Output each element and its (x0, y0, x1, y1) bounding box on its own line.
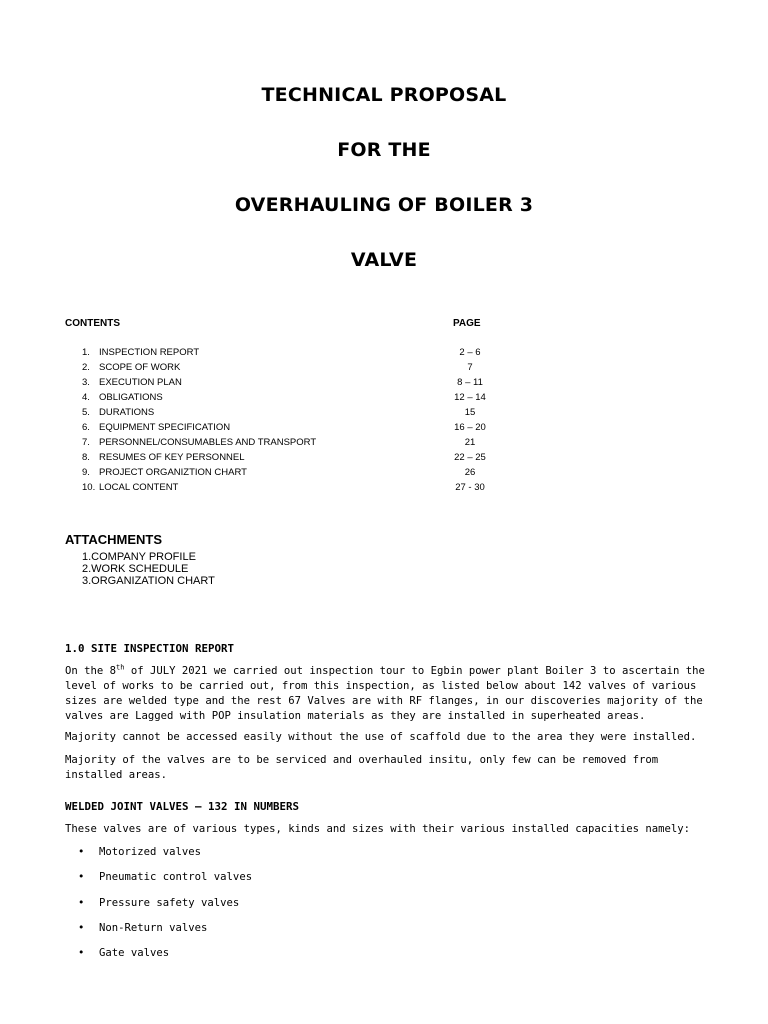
toc-item (0, 392, 768, 407)
valve-type: Pressure safety valves (99, 896, 240, 909)
contents-header (65, 318, 495, 329)
toc-label: RESUMES OF KEY PERSONNEL (99, 452, 245, 463)
toc-label: INSPECTION REPORT (99, 347, 200, 358)
toc-label: PROJECT ORGANIZTION CHART (99, 467, 247, 478)
attachment-item: 1.COMPANY PROFILE (82, 551, 196, 563)
toc-pages: 21 (464, 437, 476, 448)
bullet-icon: • (78, 921, 85, 934)
toc-item (0, 422, 768, 437)
site-report-heading: 1.0 SITE INSPECTION REPORT (65, 642, 235, 655)
toc-item (0, 407, 768, 422)
attachment-item: 3.ORGANIZATION CHART (82, 575, 215, 587)
toc-pages: 22 – 25 (454, 452, 486, 463)
title-line-1: TECHNICAL PROPOSAL (261, 84, 507, 106)
title-line-3: OVERHAULING OF BOILER 3 (234, 194, 534, 216)
toc-number: 1. (82, 347, 90, 358)
bullet-icon: • (78, 947, 85, 960)
valve-type: Non-Return valves (99, 921, 208, 934)
toc-pages: 2 – 6 (459, 347, 481, 358)
bullet-icon: • (78, 846, 85, 858)
site-report-body (65, 664, 715, 724)
list-item (78, 896, 252, 921)
toc-item (0, 362, 768, 377)
toc-pages: 27 - 30 (455, 482, 485, 493)
toc-pages: 7 (467, 362, 473, 373)
toc-number: 4. (82, 392, 90, 403)
toc-pages: 26 (464, 467, 476, 478)
welded-valves-heading: WELDED JOINT VALVES – 132 IN NUMBERS (65, 800, 300, 813)
welded-valves-intro: These valves are of various types, kinds and sizes with their various installed capacities namely: (65, 823, 691, 835)
valve-type: Motorized valves (99, 846, 202, 858)
title-line-4: VALVE (350, 249, 418, 271)
toc-item (0, 377, 768, 392)
site-report-paragraph-1 (65, 664, 715, 724)
toc-pages: 8 – 11 (457, 377, 483, 388)
list-item (78, 921, 252, 946)
bullet-icon: • (78, 896, 85, 909)
toc-label: EQUIPMENT SPECIFICATION (99, 422, 231, 433)
valve-type: Gate valves (99, 947, 170, 960)
toc-number: 5. (82, 407, 90, 418)
toc-number: 3. (82, 377, 90, 388)
p1-after: of JULY 2021 we carried out inspection tour to Egbin power plant Boiler 3 to ascertain the level of works to be carried out, from this inspection, as listed below about 142 valves of various sizes are welded type and the rest 67 Valves are with RF flanges, in our discoveries majority of the valves are Lagged with POP insulation materials as they are installed in superheated areas. (65, 665, 705, 722)
valve-type: Pneumatic control valves (99, 871, 253, 884)
list-item (78, 845, 252, 870)
toc-item (0, 437, 768, 452)
attachments-heading: ATTACHMENTS (65, 532, 163, 547)
toc-label: PERSONNEL/CONSUMABLES AND TRANSPORT (99, 437, 317, 448)
toc-item (0, 467, 768, 482)
bullet-icon: • (78, 871, 85, 884)
toc-number: 7. (82, 437, 90, 448)
toc-label: OBLIGATIONS (99, 392, 163, 403)
attachments-list (82, 551, 215, 587)
toc-number: 6. (82, 422, 90, 433)
toc-number: 2. (82, 362, 90, 373)
list-item (78, 870, 252, 895)
toc-number: 8. (82, 452, 90, 463)
toc-number: 10. (82, 482, 96, 493)
toc-label: LOCAL CONTENT (99, 482, 179, 493)
list-item (78, 946, 252, 971)
p1-before: On the 8 (65, 665, 117, 677)
page-heading: PAGE (453, 318, 481, 329)
toc-number: 9. (82, 467, 90, 478)
site-report-paragraph-3: Majority of the valves are to be serviced and overhauled insitu, only few can be removed from installed areas. (65, 754, 659, 781)
contents-heading: CONTENTS (65, 318, 120, 329)
toc-item (0, 347, 768, 362)
title-block (0, 82, 768, 302)
title-line-2: FOR THE (337, 139, 431, 161)
toc-pages: 12 – 14 (454, 392, 486, 403)
table-of-contents (0, 347, 768, 497)
toc-label: EXECUTION PLAN (99, 377, 182, 388)
toc-item (0, 452, 768, 467)
toc-pages: 15 (464, 407, 476, 418)
toc-pages: 16 – 20 (454, 422, 486, 433)
toc-item (0, 482, 768, 497)
toc-label: SCOPE OF WORK (99, 362, 181, 373)
toc-label: DURATIONS (99, 407, 155, 418)
attachment-item: 2.WORK SCHEDULE (82, 563, 189, 575)
valve-type-list (78, 845, 252, 971)
p1-superscript: th (116, 663, 125, 672)
site-report-paragraph-2: Majority cannot be accessed easily without the use of scaffold due to the area they were installed. (65, 731, 697, 743)
